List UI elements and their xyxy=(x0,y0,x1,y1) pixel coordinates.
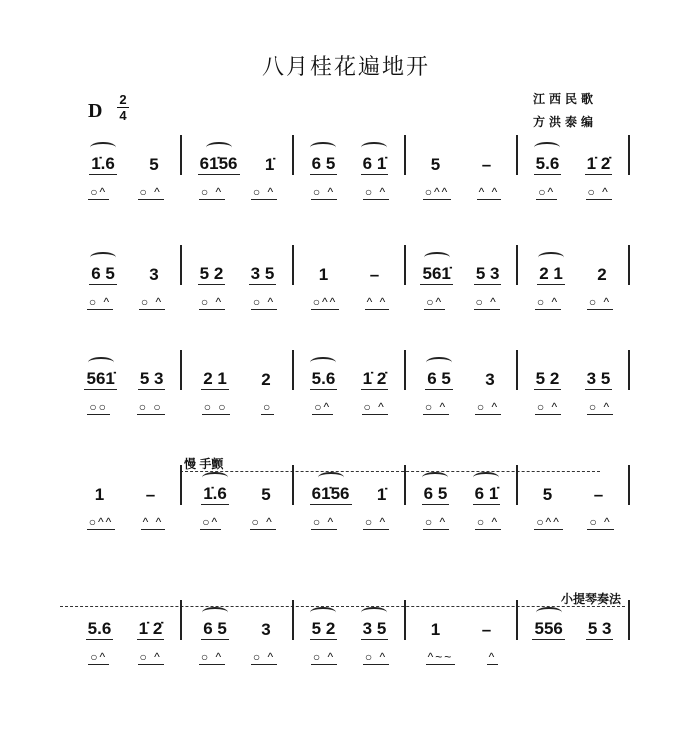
note: 1̇.6 xyxy=(91,154,115,173)
note: – xyxy=(593,485,604,504)
articulation-mark: ○^^ xyxy=(312,295,338,309)
articulation-mark: ○^ xyxy=(90,650,108,664)
articulation-mark: ^ ^ xyxy=(478,185,500,199)
note: 6 5 xyxy=(423,484,448,503)
note: – xyxy=(145,485,156,504)
note: 1̇ 2̇ xyxy=(362,369,387,388)
articulation-mark: ○ ^ xyxy=(139,650,162,664)
slur-mark xyxy=(318,472,344,483)
articulation-measure xyxy=(70,515,182,530)
annotation-violin: 小提琴奏法 xyxy=(60,590,625,607)
beat xyxy=(201,607,229,640)
articulation-mark: ○ ^ xyxy=(536,400,560,414)
note: 1̇ xyxy=(264,155,275,174)
beat xyxy=(147,145,160,175)
measure xyxy=(294,600,406,640)
beat xyxy=(144,475,157,505)
measure xyxy=(518,350,630,390)
articulation-mark: ○ ^ xyxy=(251,515,274,529)
note: 1 xyxy=(94,485,105,504)
articulation-mark: ○ ^ xyxy=(587,185,610,199)
articulation-measure xyxy=(294,295,406,310)
articulation-measure xyxy=(406,295,518,310)
articulation-mark: ○ ○ xyxy=(203,400,228,414)
beat xyxy=(137,609,165,640)
articulation-mark: ○ ^ xyxy=(589,515,612,529)
measure xyxy=(294,465,406,505)
beat xyxy=(537,252,565,285)
articulation-mark: ○^ xyxy=(314,400,332,414)
slur-mark xyxy=(473,472,499,483)
articulation-mark: ○ ^ xyxy=(139,185,162,199)
measure xyxy=(406,245,518,285)
slur-mark xyxy=(310,357,336,368)
measure xyxy=(406,350,518,390)
credit-arranger: 方洪泰编 xyxy=(533,115,598,129)
measure xyxy=(70,600,182,640)
articulation-measure xyxy=(294,515,406,530)
measure xyxy=(70,135,182,175)
note: 6 5 xyxy=(91,264,115,283)
note: 6 5 xyxy=(203,619,227,638)
note: 5 xyxy=(261,485,271,504)
beat xyxy=(259,360,272,390)
note: 5 2 xyxy=(535,369,560,388)
slur-mark xyxy=(361,607,387,618)
note: – xyxy=(481,620,492,639)
articulation-measure xyxy=(182,400,294,415)
measure xyxy=(182,135,294,175)
beat xyxy=(368,255,381,285)
time-numerator: 2 xyxy=(119,92,127,107)
slur-mark xyxy=(202,607,228,618)
measure xyxy=(294,135,406,175)
slur-mark xyxy=(536,607,562,618)
articulation-mark: ○ ^ xyxy=(364,650,388,664)
articulation-mark: ○ ^ xyxy=(476,400,500,414)
score-line xyxy=(70,350,630,390)
measure xyxy=(182,600,294,640)
note: 5.6 xyxy=(87,619,112,638)
beat xyxy=(534,142,562,175)
beat xyxy=(198,142,240,175)
note: 561̇ xyxy=(422,264,451,283)
articulation-measure xyxy=(406,515,518,530)
beat xyxy=(89,252,117,285)
measure xyxy=(406,600,518,640)
note: 5 xyxy=(149,155,159,174)
beat xyxy=(310,142,338,175)
beat xyxy=(425,357,453,390)
articulation-line xyxy=(70,400,630,415)
measure xyxy=(182,350,294,390)
articulation-mark: ○ ^ xyxy=(252,295,276,309)
articulation-measure xyxy=(406,650,518,665)
articulation-mark: ○ ^ xyxy=(363,400,386,414)
articulation-measure xyxy=(518,295,630,310)
articulation-mark: ^ xyxy=(488,650,497,664)
beat xyxy=(310,607,338,640)
beat xyxy=(86,609,114,640)
articulation-mark: ○ ^ xyxy=(588,295,612,309)
score-line xyxy=(70,600,630,640)
articulation-mark: ○ ^ xyxy=(88,295,112,309)
articulation-measure xyxy=(182,650,294,665)
articulation-mark: ○ ^ xyxy=(200,650,224,664)
articulation-line xyxy=(70,515,630,530)
beat xyxy=(532,607,564,640)
beat xyxy=(310,357,338,390)
articulation-mark: ○ ^ xyxy=(424,400,448,414)
note: 2 xyxy=(597,265,607,284)
articulation-measure xyxy=(406,185,518,200)
note: 5 3 xyxy=(475,264,500,283)
time-denominator: 4 xyxy=(119,108,127,123)
note: 3 5 xyxy=(586,369,611,388)
articulation-mark: ○ ^ xyxy=(475,295,498,309)
articulation-mark: ○^ xyxy=(538,185,556,199)
note: 2 xyxy=(261,370,271,389)
beat xyxy=(93,475,106,505)
beat xyxy=(310,472,352,505)
beat xyxy=(429,610,442,640)
articulation-line xyxy=(70,295,630,310)
beat xyxy=(361,607,389,640)
note: 5 2 xyxy=(199,264,224,283)
articulation-mark: ○ ^ xyxy=(200,295,224,309)
slur-mark xyxy=(90,142,116,153)
beat xyxy=(429,145,442,175)
beat xyxy=(138,359,166,390)
articulation-mark: ○^^ xyxy=(88,515,114,529)
articulation-measure xyxy=(518,400,630,415)
beat xyxy=(249,254,277,285)
note: 6 1̇ xyxy=(474,484,499,503)
articulation-mark: ○ ^ xyxy=(312,515,336,529)
beat xyxy=(259,475,272,505)
slur-mark xyxy=(534,142,560,153)
time-signature xyxy=(117,93,129,122)
articulation-mark: ○ ^ xyxy=(252,185,276,199)
articulation-line xyxy=(70,185,630,200)
credit-origin: 江西民歌 xyxy=(533,92,598,106)
articulation-mark: ○ ^ xyxy=(536,295,560,309)
slur-mark xyxy=(88,357,114,368)
slur-mark xyxy=(538,252,564,263)
note: 3 5 xyxy=(250,264,275,283)
note: 1̇ 2̇ xyxy=(138,619,163,638)
articulation-mark: ○ ^ xyxy=(200,185,224,199)
measure xyxy=(406,465,518,505)
key-signature: D xyxy=(88,100,103,122)
note: 61̇56 xyxy=(199,154,238,173)
note: 3 xyxy=(485,370,495,389)
score-line xyxy=(70,245,630,285)
articulation-mark: ○^ xyxy=(202,515,220,529)
articulation-measure xyxy=(182,295,294,310)
slur-mark xyxy=(426,357,452,368)
note: 1 xyxy=(430,620,441,639)
beat xyxy=(473,472,501,505)
note: 6 5 xyxy=(311,154,336,173)
beat xyxy=(361,359,389,390)
beat xyxy=(263,145,276,175)
note: – xyxy=(481,155,492,174)
articulation-mark: ○ xyxy=(263,400,273,414)
beat xyxy=(541,475,554,505)
beat xyxy=(585,144,613,175)
note: 6 1̇ xyxy=(362,154,387,173)
articulation-mark: ○ ^ xyxy=(476,515,500,529)
articulation-mark: ○^^ xyxy=(424,185,450,199)
articulation-measure xyxy=(70,295,182,310)
articulation-mark: ^ ^ xyxy=(366,295,388,309)
beat xyxy=(474,254,502,285)
articulation-mark: ○ ^ xyxy=(312,185,336,199)
articulation-measure xyxy=(406,400,518,415)
beat xyxy=(483,360,496,390)
note: 1̇.6 xyxy=(203,484,227,503)
measure xyxy=(518,600,630,640)
note: – xyxy=(369,265,380,284)
beat xyxy=(480,610,493,640)
articulation-mark: ○ ^ xyxy=(364,515,388,529)
beat xyxy=(84,357,116,390)
note: 1̇ xyxy=(376,485,387,504)
beat xyxy=(201,359,229,390)
beat xyxy=(317,255,330,285)
note: 5 3 xyxy=(587,619,612,638)
slur-mark xyxy=(424,252,450,263)
articulation-mark: ^ ^ xyxy=(142,515,164,529)
articulation-mark: ^~~ xyxy=(427,650,454,664)
beat xyxy=(89,142,117,175)
beat xyxy=(480,145,493,175)
articulation-measure xyxy=(518,515,630,530)
slur-mark xyxy=(310,142,336,153)
note: 561̇ xyxy=(86,369,115,388)
beat xyxy=(534,359,562,390)
beat xyxy=(595,255,608,285)
articulation-measure xyxy=(294,185,406,200)
beat xyxy=(201,472,229,505)
measure xyxy=(406,135,518,175)
measure xyxy=(70,465,182,505)
note: 5.6 xyxy=(311,369,336,388)
articulation-measure xyxy=(182,515,294,530)
articulation-mark: ○○ xyxy=(89,400,108,414)
note: 2 1 xyxy=(203,369,227,388)
note: 3 xyxy=(149,265,159,284)
beat xyxy=(375,475,388,505)
note: 5 2 xyxy=(311,619,336,638)
measure xyxy=(70,245,182,285)
note: 1̇ 2̇ xyxy=(586,154,611,173)
articulation-measure xyxy=(70,400,182,415)
beat xyxy=(586,609,614,640)
measure xyxy=(518,465,630,505)
measure xyxy=(182,245,294,285)
measure xyxy=(294,350,406,390)
beat xyxy=(198,254,226,285)
beat xyxy=(592,475,605,505)
articulation-measure xyxy=(70,185,182,200)
note: 3 xyxy=(261,620,271,639)
articulation-measure xyxy=(518,650,630,665)
articulation-measure xyxy=(294,650,406,665)
slur-mark xyxy=(202,472,228,483)
slur-mark xyxy=(361,142,387,153)
articulation-measure xyxy=(182,185,294,200)
articulation-measure xyxy=(518,185,630,200)
beat xyxy=(585,359,613,390)
articulation-mark: ○ ^ xyxy=(140,295,164,309)
score-line xyxy=(70,465,630,505)
articulation-measure xyxy=(294,400,406,415)
beat xyxy=(420,252,452,285)
articulation-mark: ○ ^ xyxy=(312,650,336,664)
articulation-mark: ○^ xyxy=(90,185,108,199)
articulation-mark: ○ ^ xyxy=(364,185,388,199)
note: 2 1 xyxy=(539,264,563,283)
beat xyxy=(147,255,160,285)
note: 3 5 xyxy=(362,619,387,638)
score-line xyxy=(70,135,630,175)
articulation-mark: ○ ○ xyxy=(138,400,163,414)
score-title: 八月桂花遍地开 xyxy=(261,55,430,80)
beat xyxy=(422,472,450,505)
measure xyxy=(294,245,406,285)
articulation-measure xyxy=(70,650,182,665)
note: 5 3 xyxy=(139,369,164,388)
beat xyxy=(361,142,389,175)
annotation-tremolo: 慢 手颤 xyxy=(180,455,600,472)
note: 5 xyxy=(430,155,441,174)
measure xyxy=(182,465,294,505)
measure xyxy=(518,245,630,285)
articulation-line xyxy=(70,650,630,665)
note: 5.6 xyxy=(535,154,560,173)
slur-mark xyxy=(90,252,116,263)
note: 6 5 xyxy=(427,369,451,388)
note: 556 xyxy=(534,619,563,638)
articulation-mark: ○ ^ xyxy=(252,650,276,664)
articulation-mark: ○ ^ xyxy=(424,515,448,529)
measure xyxy=(70,350,182,390)
beat xyxy=(259,610,272,640)
slur-mark xyxy=(206,142,232,153)
slur-mark xyxy=(422,472,448,483)
note: 5 xyxy=(542,485,553,504)
articulation-mark: ○^ xyxy=(426,295,444,309)
note: 1 xyxy=(318,265,329,284)
note: 61̇56 xyxy=(311,484,350,503)
articulation-mark: ○^^ xyxy=(536,515,561,529)
slur-mark xyxy=(310,607,336,618)
articulation-mark: ○ ^ xyxy=(588,400,612,414)
measure xyxy=(518,135,630,175)
